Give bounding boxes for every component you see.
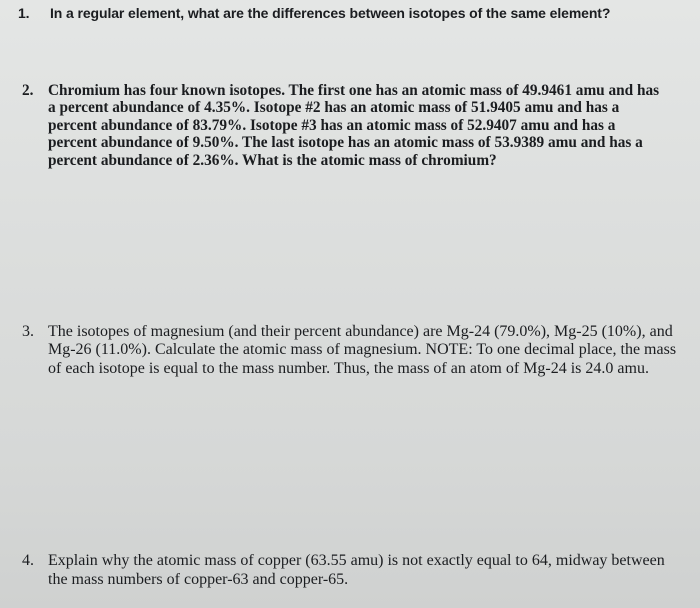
question-2 — [22, 82, 662, 169]
question-number: 2. — [22, 82, 34, 99]
question-1 — [18, 4, 678, 22]
question-4 — [22, 552, 682, 589]
question-number: 3. — [22, 323, 34, 340]
question-number: 4. — [22, 552, 34, 569]
question-text: In a regular element, what are the differences between isotopes of the same element? — [50, 5, 611, 21]
question-text: Explain why the atomic mass of copper (63.55 amu) is not exactly equal to 64, midway between the mass numbers of copper-63 and copper-65. — [48, 552, 665, 588]
question-text: The isotopes of magnesium (and their percent abundance) are Mg-24 (79.0%), Mg-25 (10%), and Mg-26 (11.0%). Calculate the atomic mass of magnesium. NOTE: To one decimal place, the mass of each isotope is equal to the mass number. Thus, the mass of an atom of Mg-24 is 24.0 amu. — [48, 323, 677, 377]
question-number: 1. — [18, 5, 30, 21]
question-3 — [22, 323, 690, 378]
question-text: Chromium has four known isotopes. The first one has an atomic mass of 49.9461 amu and has a percent abundance of 4.35%. Isotope #2 has an atomic mass of 51.9405 amu and has a percent abundance of 83.79%. Isotope #3 has an atomic mass of 52.9407 amu and has a percent abundance of 9.50%. The last isotope has an atomic mass of 53.9389 amu and has a percent abundance of 2.36%. What is the atomic mass of chromium? — [48, 82, 660, 169]
